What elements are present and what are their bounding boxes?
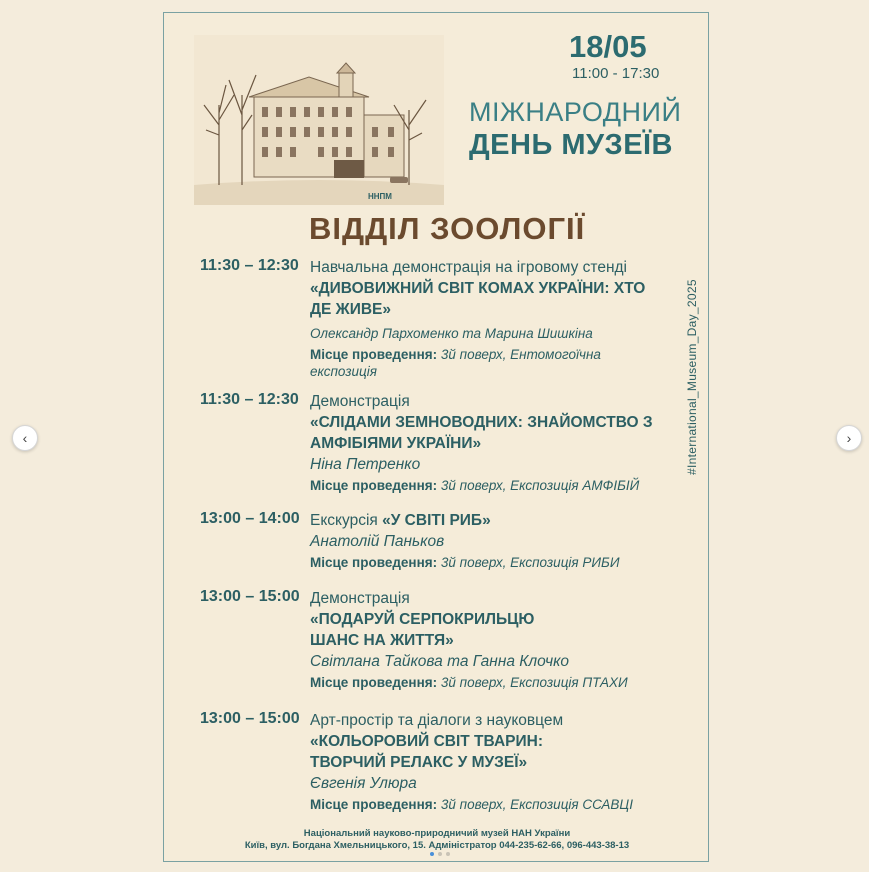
- event-type: Демонстрація: [310, 590, 410, 607]
- event-title: «СЛІДАМИ ЗЕМНОВОДНИХ: ЗНАЙОМСТВО З АМФІБІЯМИ УКРАЇНИ»: [310, 414, 653, 452]
- event-person: Олександр Пархоменко та Марина Шишкіна: [310, 326, 593, 341]
- place-value: 3й поверх, Ентомогоїчна експозиція: [310, 347, 601, 379]
- event-type: Демонстрація: [310, 393, 410, 410]
- event-type: Навчальна демонстрація на ігровому стенді: [310, 259, 628, 276]
- event-date: 18/05: [569, 29, 647, 64]
- event-place: [310, 796, 670, 813]
- title-line-1: МІЖНАРОДНИЙ: [469, 97, 682, 127]
- carousel-dot[interactable]: [446, 852, 450, 856]
- place-label: Місце проведення:: [310, 675, 438, 690]
- place-value: 3й поверх, Експозиція РИБИ: [440, 555, 620, 570]
- event-person: Євгенія Улюра: [310, 775, 417, 792]
- event-type: Екскурсія: [310, 512, 378, 529]
- footer: [164, 828, 710, 852]
- event-hours: 11:00 - 17:30: [572, 65, 660, 82]
- carousel-prev-button[interactable]: [12, 425, 38, 451]
- place-label: Місце проведення:: [310, 478, 438, 493]
- event-title: «У СВІТІ РИБ»: [382, 512, 491, 529]
- place-value: 3й поверх, Експозиція ССАВЦІ: [440, 797, 633, 812]
- event-person: Ніна Петренко: [310, 456, 421, 473]
- poster: [163, 12, 709, 862]
- event-time: 11:30 – 12:30: [200, 257, 299, 274]
- museum-building-illustration: [194, 35, 444, 205]
- place-value: 3й поверх, Експозиція ПТАХИ: [440, 675, 628, 690]
- footer-museum-name: Національний науково-природничий музей НАН України: [303, 828, 571, 839]
- event-time: 11:30 – 12:30: [200, 391, 299, 408]
- event-place: [310, 554, 670, 571]
- event-time: 13:00 – 14:00: [200, 510, 300, 527]
- event-person: Світлана Тайкова та Ганна Клочко: [310, 653, 570, 670]
- title-line-2: ДЕНЬ МУЗЕЇВ: [469, 129, 673, 161]
- footer-address: Київ, вул. Богдана Хмельницького, 15. Адміністратор 044-235-62-66, 096-443-38-13: [244, 840, 630, 851]
- carousel-next-button[interactable]: [836, 425, 862, 451]
- event-place: [310, 477, 670, 494]
- event-type: Арт-простір та діалоги з науковцем: [310, 712, 564, 729]
- event-title: «КОЛЬОРОВИЙ СВІТ ТВАРИН: ТВОРЧИЙ РЕЛАКС У МУЗЕЇ»: [310, 733, 543, 771]
- place-label: Місце проведення:: [310, 347, 438, 362]
- department-heading: ВІДДІЛ ЗООЛОГІЇ: [309, 211, 586, 246]
- event-time: 13:00 – 15:00: [200, 710, 300, 727]
- place-label: Місце проведення:: [310, 797, 438, 812]
- event-place: [310, 674, 670, 691]
- carousel-dot[interactable]: [430, 852, 434, 856]
- place-label: Місце проведення:: [310, 555, 438, 570]
- museum-logo: ННПМ: [368, 192, 392, 201]
- event-time: 13:00 – 15:00: [200, 588, 300, 605]
- carousel-dot[interactable]: [438, 852, 442, 856]
- chevron-left-icon: ‹: [22, 430, 28, 446]
- chevron-right-icon: ›: [846, 430, 852, 446]
- carousel-dots: [430, 852, 450, 856]
- hashtag: #International_Museum_Day_2025: [685, 279, 699, 475]
- event-title: «ДИВОВИЖНИЙ СВІТ КОМАХ УКРАЇНИ: ХТО ДЕ ЖИВЕ»: [310, 280, 646, 318]
- place-value: 3й поверх, Експозиція АМФІБІЙ: [440, 478, 640, 493]
- event-person: Анатолій Паньков: [310, 533, 445, 550]
- event-title: «ПОДАРУЙ СЕРПОКРИЛЬЦЮ ШАНС НА ЖИТТЯ»: [310, 611, 535, 649]
- event-place: [310, 346, 670, 380]
